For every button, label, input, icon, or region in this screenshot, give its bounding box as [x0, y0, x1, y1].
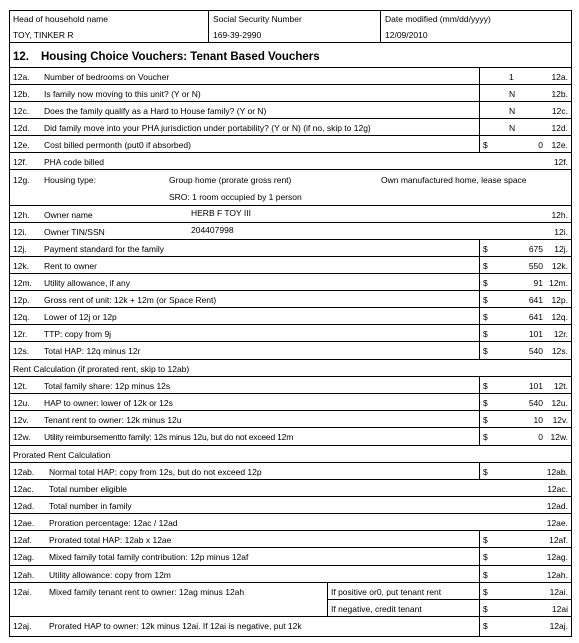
row-12m — [9, 274, 572, 291]
divider — [479, 102, 480, 118]
row-code: 12a. — [13, 72, 30, 82]
row-code: 12u. — [13, 398, 30, 408]
row-code: 12t. — [13, 381, 28, 391]
row-label: Prorated total HAP: 12ab x 12ae — [49, 535, 172, 545]
field-code: 12q. — [551, 312, 568, 322]
row-label: Total number in family — [49, 501, 132, 511]
rent-calculation-heading — [9, 360, 572, 377]
divider — [479, 411, 480, 427]
row-label: Total number eligible — [49, 484, 127, 494]
row-label: Did family move into your PHA jurisdiction under portability? (Y or N) (if no, skip to 12g) — [44, 123, 371, 133]
cost-billed-value[interactable]: 0 — [538, 140, 543, 150]
date-modified-label: Date modified (mm/dd/yyyy) — [385, 14, 491, 24]
row-code: 12k. — [13, 261, 30, 271]
field-code: 12w. — [550, 432, 568, 442]
row-label: TTP: copy from 9j — [44, 329, 112, 339]
row-12q — [9, 308, 572, 325]
positive-condition-label: If positive or0, put tenant rent — [331, 587, 442, 597]
field-code: 12k. — [551, 261, 568, 271]
divider — [479, 463, 480, 479]
field-code: 12ab. — [546, 467, 568, 477]
divider — [479, 85, 480, 101]
dollar-sign: $ — [483, 381, 488, 391]
row-12s — [9, 342, 572, 360]
dollar-sign: $ — [483, 244, 488, 254]
utility-allowance-value[interactable]: 91 — [533, 278, 543, 288]
dollar-sign: $ — [483, 432, 488, 442]
divider — [479, 274, 480, 290]
field-code: 12aj. — [549, 621, 568, 631]
row-label: Utility allowance, if any — [44, 278, 130, 288]
row-code: 12ac. — [13, 484, 34, 494]
row-code: 12q. — [13, 312, 30, 322]
divider — [479, 394, 480, 410]
field-code: 12ae. — [546, 518, 568, 528]
divider — [479, 342, 480, 359]
field-code: 12r. — [553, 329, 568, 339]
dollar-sign: $ — [483, 140, 488, 150]
section-title — [9, 43, 572, 68]
hap-to-owner-value[interactable]: 540 — [528, 398, 543, 408]
row-code: 12d. — [13, 123, 30, 133]
row-label: Prorated HAP to owner: 12k minus 12ai. If 12ai is negative, put 12k — [49, 621, 302, 631]
dollar-sign: $ — [483, 312, 488, 322]
field-code: 12a. — [551, 72, 568, 82]
row-label: HAP to owner: lower of 12k or 12s — [44, 398, 173, 408]
row-code: 12e. — [13, 140, 30, 150]
field-code: 12t. — [553, 381, 568, 391]
row-label: Utility reimbursementto family: 12s minus 12u, but do not exceed 12m — [44, 432, 294, 442]
row-code: 12v. — [13, 415, 29, 425]
row-12d — [9, 119, 572, 136]
dollar-sign: $ — [483, 329, 488, 339]
field-code: 12ad. — [546, 501, 568, 511]
dollar-sign: $ — [483, 467, 488, 477]
field-code: 12i. — [554, 227, 568, 237]
field-code: 12af. — [549, 535, 568, 545]
ttp-value[interactable]: 101 — [528, 329, 543, 339]
row-label: Total family share: 12p minus 12s — [44, 381, 171, 391]
row-code: 12s. — [13, 346, 30, 356]
dollar-sign: $ — [483, 621, 488, 631]
field-code: 12c. — [551, 106, 568, 116]
owner-tin-value[interactable]: 204407998 — [191, 225, 234, 235]
field-code: 12ai — [551, 604, 568, 614]
bedrooms-value[interactable]: 1 — [509, 72, 514, 82]
row-code: 12ae. — [13, 518, 35, 528]
row-code: 12r. — [13, 329, 28, 339]
section-heading: Housing Choice Vouchers: Tenant Based Vouchers — [41, 51, 320, 63]
divider — [479, 291, 480, 307]
field-code: 12ag. — [546, 552, 568, 562]
row-12r — [9, 325, 572, 342]
divider — [479, 428, 480, 445]
moving-value[interactable]: N — [509, 89, 516, 99]
dollar-sign: $ — [483, 398, 488, 408]
row-label: Number of bedrooms on Voucher — [44, 72, 170, 82]
rent-calculation-label: Rent Calculation (if prorated rent, skip to 12ab) — [13, 364, 190, 374]
owner-name-value[interactable]: HERB F TOY III — [191, 208, 251, 218]
ssn-cell — [209, 11, 381, 42]
dollar-sign: $ — [483, 587, 488, 597]
row-label: Does the family qualify as a Hard to House family? (Y or N) — [44, 106, 267, 116]
dollar-sign: $ — [483, 261, 488, 271]
section-number: 12. — [13, 51, 29, 63]
dollar-sign: $ — [483, 535, 488, 545]
date-modified-cell — [381, 11, 572, 42]
field-code: 12m. — [549, 278, 568, 288]
row-12b — [9, 85, 572, 102]
utility-reimbursement-value[interactable]: 0 — [538, 432, 543, 442]
row-12aj — [9, 617, 572, 637]
rent-to-owner-value[interactable]: 550 — [528, 261, 543, 271]
divider — [479, 136, 480, 152]
row-code: 12m. — [13, 278, 32, 288]
lower-of-value[interactable]: 641 — [528, 312, 543, 322]
row-code: 12ai. — [13, 587, 32, 597]
row-12i — [9, 223, 572, 240]
row-code: 12w. — [13, 432, 31, 442]
dollar-sign: $ — [483, 278, 488, 288]
row-label: Proration percentage: 12ac / 12ad — [49, 518, 178, 528]
field-code: 12s. — [551, 346, 568, 356]
row-label: Rent to owner — [44, 261, 97, 271]
gross-rent-value[interactable]: 641 — [528, 295, 543, 305]
head-of-household-cell — [9, 11, 209, 42]
row-label: Tenant rent to owner: 12k minus 12u — [44, 415, 182, 425]
field-code: 12ah. — [546, 570, 568, 580]
row-12j — [9, 240, 572, 257]
form-header — [9, 10, 572, 43]
ssn-value[interactable]: 169-39-2990 — [213, 30, 262, 40]
divider — [479, 119, 480, 135]
housing-type-manufactured-home[interactable]: Own manufactured home, lease space — [381, 175, 527, 185]
row-label: Mixed family total family contribution: 12p minus 12af — [49, 552, 249, 562]
row-label: Owner name — [44, 210, 93, 220]
dollar-sign: $ — [483, 552, 488, 562]
field-code: 12f. — [553, 157, 568, 167]
divider — [327, 599, 572, 600]
divider — [479, 531, 480, 547]
hard-to-house-value[interactable]: N — [509, 106, 516, 116]
row-12ab — [9, 463, 572, 480]
row-code: 12ad. — [13, 501, 35, 511]
total-family-share-value[interactable]: 101 — [528, 381, 543, 391]
row-12ad — [9, 497, 572, 514]
row-12ae — [9, 514, 572, 531]
row-label: Cost billed permonth (put0 if absorbed) — [44, 140, 191, 150]
dollar-sign: $ — [483, 295, 488, 305]
date-modified-value[interactable]: 12/09/2010 — [385, 30, 428, 40]
row-label: Mixed family tenant rent to owner: 12ag minus 12ah — [49, 587, 245, 597]
head-of-household-label: Head of household name — [13, 14, 108, 24]
field-code: 12ac. — [547, 484, 568, 494]
divider — [479, 240, 480, 256]
row-12ag — [9, 548, 572, 566]
field-code: 12ai. — [549, 587, 568, 597]
divider — [479, 617, 480, 636]
row-label: Lower of 12j or 12p — [44, 312, 117, 322]
row-12w — [9, 428, 572, 446]
row-code: 12ag. — [13, 552, 35, 562]
row-label: Payment standard for the family — [44, 244, 165, 254]
row-label: Utility allowance: copy from 12m — [49, 570, 171, 580]
row-code: 12h. — [13, 210, 30, 220]
row-12f — [9, 153, 572, 170]
row-12t — [9, 377, 572, 394]
dollar-sign: $ — [483, 346, 488, 356]
prorated-rent-heading — [9, 446, 572, 463]
row-12h — [9, 206, 572, 223]
ssn-label: Social Security Number — [213, 14, 302, 24]
row-label: PHA code billed — [44, 157, 105, 167]
row-code: 12p. — [13, 295, 30, 305]
divider — [479, 566, 480, 582]
divider — [479, 377, 480, 393]
total-hap-value[interactable]: 540 — [528, 346, 543, 356]
row-code: 12aj. — [13, 621, 32, 631]
row-12k — [9, 257, 572, 274]
row-label: Is family now moving to this unit? (Y or N) — [44, 89, 201, 99]
row-12a — [9, 68, 572, 85]
field-code: 12u. — [551, 398, 568, 408]
row-code: 12i. — [13, 227, 27, 237]
row-code: 12ab. — [13, 467, 35, 477]
row-code: 12b. — [13, 89, 30, 99]
row-label: Housing type: — [44, 175, 96, 185]
head-of-household-value[interactable]: TOY, TINKER R — [13, 30, 74, 40]
field-code: 12e. — [551, 140, 568, 150]
row-code: 12g. — [13, 175, 30, 185]
field-code: 12p. — [551, 295, 568, 305]
row-12ah — [9, 566, 572, 583]
tenant-rent-value[interactable]: 10 — [533, 415, 543, 425]
row-12ai — [9, 583, 572, 617]
field-code: 12v. — [552, 415, 568, 425]
field-code: 12d. — [551, 123, 568, 133]
row-12p — [9, 291, 572, 308]
housing-type-group-home[interactable]: Group home (prorate gross rent) — [169, 175, 292, 185]
dollar-sign: $ — [483, 570, 488, 580]
housing-type-sro[interactable]: SRO: 1 room occupied by 1 person — [169, 192, 302, 202]
row-label: Normal total HAP: copy from 12s, but do not exceed 12p — [49, 467, 262, 477]
row-12e — [9, 136, 572, 153]
field-code: 12h. — [551, 210, 568, 220]
row-code: 12ah. — [13, 570, 35, 580]
portability-value[interactable]: N — [509, 123, 516, 133]
row-code: 12j. — [13, 244, 27, 254]
payment-standard-value[interactable]: 675 — [528, 244, 543, 254]
row-code: 12f. — [13, 157, 28, 167]
divider — [479, 325, 480, 341]
row-12u — [9, 394, 572, 411]
field-code: 12b. — [551, 89, 568, 99]
row-label: Owner TIN/SSN — [44, 227, 105, 237]
row-12c — [9, 102, 572, 119]
negative-condition-label: If negative, credit tenant — [331, 604, 422, 614]
row-12g — [9, 170, 572, 206]
dollar-sign: $ — [483, 604, 488, 614]
prorated-rent-label: Prorated Rent Calculation — [13, 450, 111, 460]
divider — [479, 548, 480, 565]
divider — [479, 257, 480, 273]
field-code: 12j. — [554, 244, 568, 254]
row-label: Total HAP: 12q minus 12r — [44, 346, 141, 356]
divider — [479, 308, 480, 324]
row-code: 12af. — [13, 535, 32, 545]
row-12af — [9, 531, 572, 548]
dollar-sign: $ — [483, 415, 488, 425]
row-code: 12c. — [13, 106, 30, 116]
row-label: Gross rent of unit: 12k + 12m (or Space Rent) — [44, 295, 217, 305]
row-12v — [9, 411, 572, 428]
divider — [479, 68, 480, 84]
row-12ac — [9, 480, 572, 497]
